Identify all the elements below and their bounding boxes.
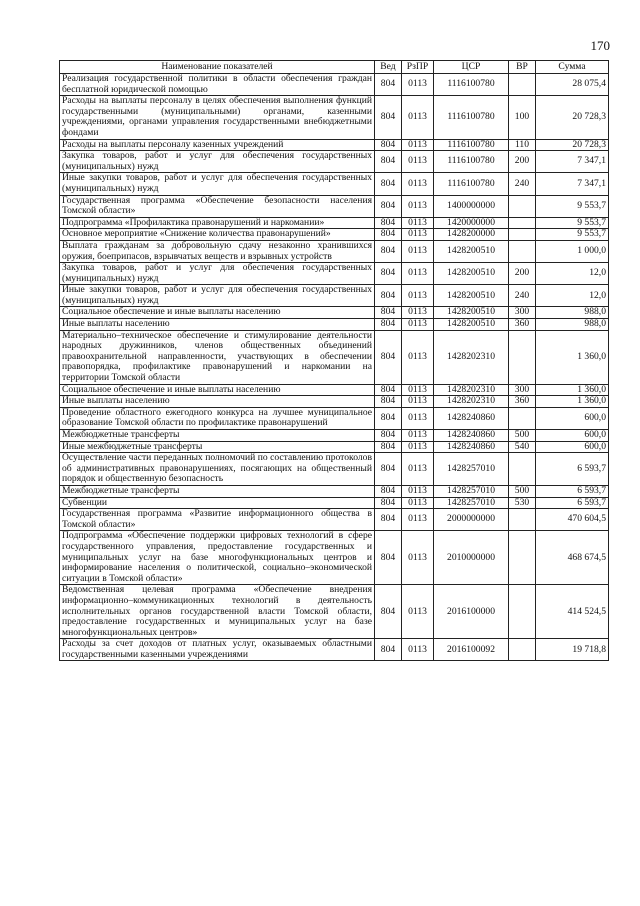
row-name-cell: Материально–техническое обеспечение и стимулирование деятельности народных дружинников, членов общественных объединений правоохранительной направленности, участвующих в обеспечении правопорядка, профилактике правонарушений и наркомании на территории Томской области — [60, 330, 375, 384]
row-vr-cell: 240 — [509, 173, 536, 195]
row-vr-cell — [509, 509, 536, 531]
row-vr-cell — [509, 217, 536, 229]
row-name-cell: Государственная программа «Развитие информационного общества в Томской области» — [60, 509, 375, 531]
row-csr-cell: 1428202310 — [434, 384, 509, 396]
header-rzpr: РзПР — [402, 61, 434, 74]
row-rzpr-cell: 0113 — [402, 485, 434, 497]
row-csr-cell: 1428200510 — [434, 263, 509, 285]
row-ved-cell: 804 — [375, 229, 402, 241]
row-sum-cell: 600,0 — [536, 407, 609, 429]
row-ved-cell: 804 — [375, 139, 402, 151]
table-row — [60, 384, 609, 396]
row-vr-cell: 500 — [509, 430, 536, 442]
table-row — [60, 263, 609, 285]
row-ved-cell: 804 — [375, 307, 402, 319]
row-rzpr-cell: 0113 — [402, 285, 434, 307]
table-row — [60, 229, 609, 241]
row-csr-cell: 1428200000 — [434, 229, 509, 241]
row-rzpr-cell: 0113 — [402, 217, 434, 229]
row-ved-cell: 804 — [375, 639, 402, 661]
row-sum-cell: 12,0 — [536, 263, 609, 285]
row-rzpr-cell: 0113 — [402, 639, 434, 661]
row-name-cell: Субвенции — [60, 497, 375, 509]
row-vr-cell — [509, 453, 536, 486]
row-csr-cell: 1428200510 — [434, 319, 509, 331]
row-rzpr-cell: 0113 — [402, 430, 434, 442]
row-csr-cell: 1428200510 — [434, 285, 509, 307]
row-sum-cell: 20 728,3 — [536, 96, 609, 139]
row-ved-cell: 804 — [375, 531, 402, 585]
row-vr-cell — [509, 74, 536, 96]
row-name-cell: Межбюджетные трансферты — [60, 430, 375, 442]
table-row — [60, 151, 609, 173]
row-ved-cell: 804 — [375, 151, 402, 173]
row-csr-cell: 1428202310 — [434, 396, 509, 408]
row-ved-cell: 804 — [375, 74, 402, 96]
row-rzpr-cell: 0113 — [402, 585, 434, 639]
row-sum-cell: 9 553,7 — [536, 217, 609, 229]
row-sum-cell: 600,0 — [536, 441, 609, 453]
row-csr-cell: 1428200510 — [434, 240, 509, 262]
row-ved-cell: 804 — [375, 217, 402, 229]
row-rzpr-cell: 0113 — [402, 173, 434, 195]
row-sum-cell: 1 360,0 — [536, 396, 609, 408]
row-csr-cell: 1420000000 — [434, 217, 509, 229]
row-vr-cell — [509, 407, 536, 429]
row-ved-cell: 804 — [375, 453, 402, 486]
row-vr-cell: 500 — [509, 485, 536, 497]
row-name-cell: Расходы на выплаты персоналу казенных учреждений — [60, 139, 375, 151]
row-name-cell: Подпрограмма «Обеспечение поддержки цифровых технологий в сфере государственного управления, предоставление государственных и муниципальных услуг на базе многофункциональных центров и информирование населения о политической, социально–экономической ситуации в Томской области» — [60, 531, 375, 585]
row-ved-cell: 804 — [375, 263, 402, 285]
row-vr-cell: 300 — [509, 384, 536, 396]
row-rzpr-cell: 0113 — [402, 139, 434, 151]
row-ved-cell: 804 — [375, 396, 402, 408]
row-csr-cell: 1428240860 — [434, 441, 509, 453]
row-rzpr-cell: 0113 — [402, 229, 434, 241]
row-name-cell: Закупка товаров, работ и услуг для обеспечения государственных (муниципальных) нужд — [60, 151, 375, 173]
row-csr-cell: 1116100780 — [434, 96, 509, 139]
row-sum-cell: 1 000,0 — [536, 240, 609, 262]
row-vr-cell — [509, 585, 536, 639]
row-vr-cell: 300 — [509, 307, 536, 319]
table-row — [60, 217, 609, 229]
row-ved-cell: 804 — [375, 195, 402, 217]
row-name-cell: Ведомственная целевая программа «Обеспечение внедрения информационно–коммуникационных технологий в деятельность исполнительных органов государственной власти Томской области, предоставление государственных и муниципальных услуг на базе многофункциональных центров» — [60, 585, 375, 639]
row-sum-cell: 6 593,7 — [536, 485, 609, 497]
page-number: 170 — [590, 38, 610, 53]
row-sum-cell: 9 553,7 — [536, 195, 609, 217]
row-rzpr-cell: 0113 — [402, 396, 434, 408]
row-sum-cell: 414 524,5 — [536, 585, 609, 639]
row-rzpr-cell: 0113 — [402, 497, 434, 509]
table-row — [60, 195, 609, 217]
row-vr-cell: 540 — [509, 441, 536, 453]
row-csr-cell: 1428202310 — [434, 330, 509, 384]
table-row — [60, 139, 609, 151]
header-ved: Вед — [375, 61, 402, 74]
row-rzpr-cell: 0113 — [402, 319, 434, 331]
row-ved-cell: 804 — [375, 441, 402, 453]
row-sum-cell: 28 075,4 — [536, 74, 609, 96]
row-sum-cell: 7 347,1 — [536, 151, 609, 173]
row-csr-cell: 1428200510 — [434, 307, 509, 319]
row-name-cell: Закупка товаров, работ и услуг для обеспечения государственных (муниципальных) нужд — [60, 263, 375, 285]
table-row — [60, 307, 609, 319]
table-row — [60, 453, 609, 486]
row-vr-cell: 100 — [509, 96, 536, 139]
table-row — [60, 585, 609, 639]
table-row — [60, 509, 609, 531]
row-rzpr-cell: 0113 — [402, 195, 434, 217]
row-sum-cell: 12,0 — [536, 285, 609, 307]
table-row — [60, 430, 609, 442]
row-ved-cell: 804 — [375, 430, 402, 442]
row-name-cell: Расходы на выплаты персоналу в целях обеспечения выполнения функций государственными (муниципальными) органами, казенными учреждениями, органами управления государственными внебюджетными фондами — [60, 96, 375, 139]
row-ved-cell: 804 — [375, 319, 402, 331]
table-row — [60, 407, 609, 429]
row-rzpr-cell: 0113 — [402, 74, 434, 96]
row-ved-cell: 804 — [375, 585, 402, 639]
table-row — [60, 497, 609, 509]
row-vr-cell: 200 — [509, 151, 536, 173]
row-name-cell: Иные закупки товаров, работ и услуг для обеспечения государственных (муниципальных) нужд — [60, 285, 375, 307]
row-vr-cell — [509, 240, 536, 262]
row-csr-cell: 2016100000 — [434, 585, 509, 639]
row-csr-cell: 1116100780 — [434, 151, 509, 173]
table-row — [60, 639, 609, 661]
row-ved-cell: 804 — [375, 240, 402, 262]
header-csr: ЦСР — [434, 61, 509, 74]
row-name-cell: Иные закупки товаров, работ и услуг для обеспечения государственных (муниципальных) нужд — [60, 173, 375, 195]
row-vr-cell: 530 — [509, 497, 536, 509]
row-rzpr-cell: 0113 — [402, 509, 434, 531]
row-rzpr-cell: 0113 — [402, 407, 434, 429]
row-sum-cell: 468 674,5 — [536, 531, 609, 585]
row-ved-cell: 804 — [375, 509, 402, 531]
row-rzpr-cell: 0113 — [402, 96, 434, 139]
row-vr-cell — [509, 531, 536, 585]
row-name-cell: Межбюджетные трансферты — [60, 485, 375, 497]
row-rzpr-cell: 0113 — [402, 531, 434, 585]
row-ved-cell: 804 — [375, 384, 402, 396]
row-rzpr-cell: 0113 — [402, 384, 434, 396]
table-row — [60, 330, 609, 384]
row-csr-cell: 1428257010 — [434, 453, 509, 486]
row-ved-cell: 804 — [375, 497, 402, 509]
row-name-cell: Выплата гражданам за добровольную сдачу незаконно хранившихся оружия, боеприпасов, взрывчатых веществ и взрывных устройств — [60, 240, 375, 262]
row-vr-cell — [509, 639, 536, 661]
row-vr-cell: 360 — [509, 396, 536, 408]
row-rzpr-cell: 0113 — [402, 307, 434, 319]
row-vr-cell: 240 — [509, 285, 536, 307]
row-csr-cell: 1116100780 — [434, 173, 509, 195]
row-sum-cell: 470 604,5 — [536, 509, 609, 531]
row-csr-cell: 2016100092 — [434, 639, 509, 661]
header-sum: Сумма — [536, 61, 609, 74]
row-sum-cell: 20 728,3 — [536, 139, 609, 151]
table-row — [60, 96, 609, 139]
row-name-cell: Иные межбюджетные трансферты — [60, 441, 375, 453]
row-sum-cell: 6 593,7 — [536, 497, 609, 509]
row-name-cell: Проведение областного ежегодного конкурса на лучшее муниципальное образование Томской области по профилактике правонарушений — [60, 407, 375, 429]
table-row — [60, 485, 609, 497]
table-row — [60, 240, 609, 262]
row-name-cell: Иные выплаты населению — [60, 396, 375, 408]
row-csr-cell: 1428257010 — [434, 497, 509, 509]
row-ved-cell: 804 — [375, 407, 402, 429]
row-ved-cell: 804 — [375, 173, 402, 195]
row-vr-cell — [509, 229, 536, 241]
row-ved-cell: 804 — [375, 330, 402, 384]
row-name-cell: Социальное обеспечение и иные выплаты населению — [60, 384, 375, 396]
row-csr-cell: 1428257010 — [434, 485, 509, 497]
table-row — [60, 74, 609, 96]
row-csr-cell: 1116100780 — [434, 139, 509, 151]
row-sum-cell: 988,0 — [536, 319, 609, 331]
row-sum-cell: 6 593,7 — [536, 453, 609, 486]
row-sum-cell: 988,0 — [536, 307, 609, 319]
row-sum-cell: 1 360,0 — [536, 330, 609, 384]
row-vr-cell: 200 — [509, 263, 536, 285]
row-csr-cell: 2000000000 — [434, 509, 509, 531]
row-vr-cell — [509, 330, 536, 384]
table-row — [60, 173, 609, 195]
row-sum-cell: 19 718,8 — [536, 639, 609, 661]
row-csr-cell: 1428240860 — [434, 430, 509, 442]
row-rzpr-cell: 0113 — [402, 441, 434, 453]
table-body — [60, 74, 609, 661]
table-row — [60, 396, 609, 408]
row-csr-cell: 1400000000 — [434, 195, 509, 217]
row-rzpr-cell: 0113 — [402, 330, 434, 384]
row-rzpr-cell: 0113 — [402, 151, 434, 173]
row-rzpr-cell: 0113 — [402, 453, 434, 486]
row-name-cell: Подпрограмма «Профилактика правонарушений и наркомании» — [60, 217, 375, 229]
row-rzpr-cell: 0113 — [402, 263, 434, 285]
row-csr-cell: 2010000000 — [434, 531, 509, 585]
row-csr-cell: 1116100780 — [434, 74, 509, 96]
row-rzpr-cell: 0113 — [402, 240, 434, 262]
row-vr-cell: 110 — [509, 139, 536, 151]
header-name: Наименование показателей — [60, 61, 375, 74]
row-sum-cell: 600,0 — [536, 430, 609, 442]
row-name-cell: Расходы за счет доходов от платных услуг, оказываемых областными государственными казенными учреждениями — [60, 639, 375, 661]
row-vr-cell: 360 — [509, 319, 536, 331]
row-ved-cell: 804 — [375, 285, 402, 307]
row-vr-cell — [509, 195, 536, 217]
row-csr-cell: 1428240860 — [434, 407, 509, 429]
row-name-cell: Осуществление части переданных полномочий по составлению протоколов об административных правонарушениях, посягающих на общественный порядок и общественную безопасность — [60, 453, 375, 486]
row-sum-cell: 9 553,7 — [536, 229, 609, 241]
table-row — [60, 531, 609, 585]
row-sum-cell: 1 360,0 — [536, 384, 609, 396]
row-ved-cell: 804 — [375, 485, 402, 497]
row-name-cell: Основное мероприятие «Снижение количества правонарушений» — [60, 229, 375, 241]
table-row — [60, 285, 609, 307]
table-row — [60, 441, 609, 453]
row-name-cell: Социальное обеспечение и иные выплаты населению — [60, 307, 375, 319]
table-row — [60, 319, 609, 331]
header-vr: ВР — [509, 61, 536, 74]
row-name-cell: Реализация государственной политики в области обеспечения граждан бесплатной юридической помощью — [60, 74, 375, 96]
budget-table — [59, 60, 609, 661]
row-sum-cell: 7 347,1 — [536, 173, 609, 195]
row-name-cell: Государственная программа «Обеспечение безопасности населения Томской области» — [60, 195, 375, 217]
table-header-row — [60, 61, 609, 74]
row-ved-cell: 804 — [375, 96, 402, 139]
row-name-cell: Иные выплаты населению — [60, 319, 375, 331]
